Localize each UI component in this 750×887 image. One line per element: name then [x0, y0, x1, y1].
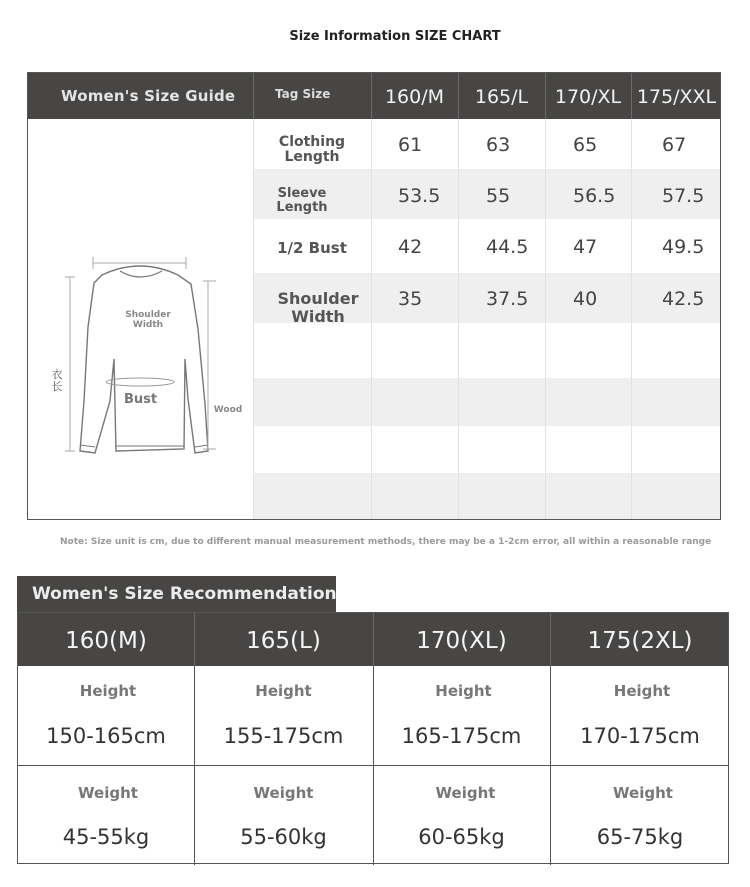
- size-guide-title: Women's Size Guide: [61, 87, 236, 105]
- height-label: Height: [79, 682, 137, 700]
- table-row: [253, 426, 721, 474]
- cell-value: 63: [486, 134, 511, 156]
- weight-value: 60-65kg: [418, 825, 505, 849]
- rec-size-header-l: 165(L): [246, 628, 321, 654]
- cell-value: 61: [398, 134, 423, 156]
- row-label-sleeve-length: [243, 187, 361, 216]
- cell-value: 57.5: [662, 185, 705, 207]
- cell-value: 53.5: [398, 185, 441, 207]
- rec-size-header-2xl: 175(2XL): [587, 628, 693, 654]
- row-label-half-bust: [253, 240, 371, 257]
- cell-value: 42.5: [662, 288, 705, 310]
- rec-size-header-m: 160(M): [65, 628, 147, 654]
- size-recommendation-table: [17, 612, 729, 864]
- cell-value: 67: [662, 134, 687, 156]
- row-label-line: Width: [291, 306, 345, 326]
- weight-value: 45-55kg: [62, 825, 150, 849]
- cell-value: 56.5: [573, 185, 616, 207]
- size-header-xl: 170/XL: [554, 86, 622, 108]
- height-label: Height: [255, 682, 312, 700]
- recommendation-title: Women's Size Recommendation: [32, 584, 337, 604]
- table-row: [253, 474, 721, 520]
- weight-value: 65-75kg: [596, 825, 684, 849]
- cell-value: 55: [486, 185, 511, 207]
- row-label-line: Clothing: [278, 134, 346, 150]
- size-header-l: 165/L: [474, 86, 529, 108]
- row-label-clothing-length: [253, 135, 371, 166]
- size-header-m: 160/M: [384, 86, 445, 108]
- size-guide-header: [28, 73, 720, 119]
- cell-value: 35: [398, 288, 423, 310]
- cell-value: 44.5: [486, 236, 529, 258]
- page-title: Size Information SIZE CHART: [289, 29, 501, 44]
- height-value: 170-175cm: [580, 724, 700, 748]
- figure-label-line: 长: [51, 379, 63, 393]
- column-divider: [545, 119, 546, 520]
- weight-label: Weight: [78, 784, 138, 802]
- weight-label: Weight: [613, 784, 673, 802]
- rec-size-header-xl: 170(XL): [416, 628, 507, 654]
- column-divider: [458, 119, 459, 520]
- shoulder-width-label: [112, 311, 184, 331]
- row-label-line: Length: [276, 200, 328, 216]
- height-label: Height: [613, 682, 671, 700]
- row-label-shoulder-width: [259, 290, 377, 325]
- height-value: 150-165cm: [46, 724, 166, 748]
- height-value: 165-175cm: [401, 724, 522, 748]
- column-divider: [631, 119, 632, 520]
- row-label-line: 1/2 Bust: [277, 239, 347, 257]
- height-label: Height: [435, 682, 492, 700]
- header-divider: [253, 73, 254, 119]
- weight-label: Weight: [253, 784, 314, 802]
- size-header-xxl: 175/XXL: [636, 86, 717, 108]
- recommendation-header: [18, 613, 728, 666]
- figure-label-line: Width: [132, 319, 164, 330]
- row-label-line: Shoulder: [277, 289, 359, 308]
- column-divider: [371, 119, 372, 520]
- cell-value: 42: [398, 236, 423, 258]
- tag-size-label: Tag Size: [275, 87, 331, 101]
- garment-diagram: [28, 119, 253, 520]
- column-divider: [253, 119, 254, 520]
- table-row: [253, 378, 721, 426]
- size-guide-table: [27, 72, 721, 520]
- side-measure-label: Wood: [213, 405, 243, 415]
- cell-value: 37.5: [486, 288, 529, 310]
- cell-value: 40: [573, 288, 598, 310]
- row-label-line: Length: [284, 149, 340, 166]
- weight-label: Weight: [435, 784, 496, 802]
- weight-value: 55-60kg: [240, 825, 327, 849]
- figure-label-line: Shoulder: [125, 310, 171, 320]
- table-row: [253, 323, 721, 379]
- figure-label-line: 衣: [51, 368, 63, 381]
- cell-value: 49.5: [662, 236, 705, 258]
- cell-value: 47: [573, 236, 598, 258]
- height-value: 155-175cm: [223, 724, 344, 748]
- bust-label: Bust: [123, 392, 158, 407]
- measurement-note: Note: Size unit is cm, due to different manual measurement methods, there may be a 1-2cm error, all within a reasonable range: [60, 537, 712, 547]
- row-label-line: Sleeve: [277, 186, 327, 201]
- cell-value: 65: [573, 134, 598, 156]
- length-label: [50, 369, 64, 392]
- row-divider: [18, 765, 728, 766]
